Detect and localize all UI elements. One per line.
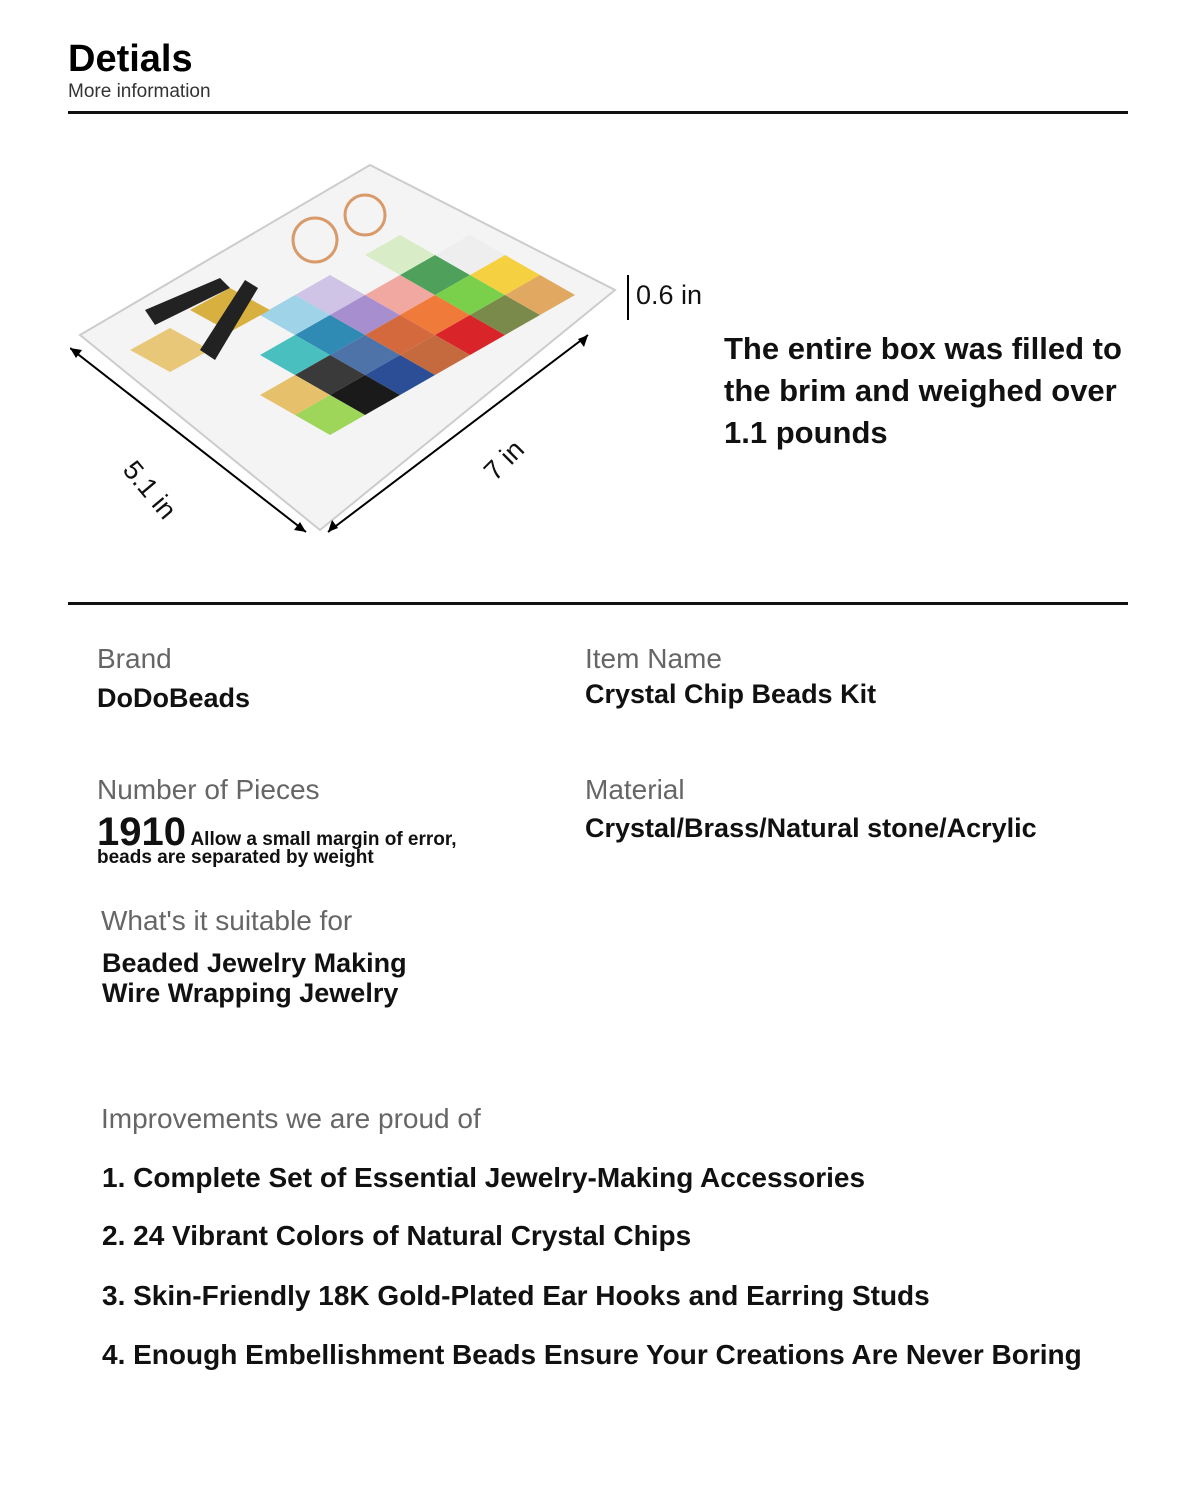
brand-label: Brand <box>97 643 172 674</box>
suitable-item: Wire Wrapping Jewelry <box>102 978 399 1008</box>
item-name-label: Item Name <box>585 643 722 674</box>
callout-line: the brim and weighed over <box>724 373 1117 408</box>
material-label: Material <box>585 774 685 805</box>
weight-callout <box>724 328 1184 454</box>
material-value: Crystal/Brass/Natural stone/Acrylic <box>585 813 1037 843</box>
brand-value: DoDoBeads <box>97 683 251 713</box>
dimension-width: 5.1 in <box>117 455 183 525</box>
dimension-height: 0.6 in <box>636 280 703 310</box>
pieces-count: 1910 <box>97 810 186 854</box>
pieces-note-line1: Allow a small margin of error, <box>190 829 457 850</box>
pieces-label: Number of Pieces <box>97 774 320 805</box>
suitable-item: Beaded Jewelry Making <box>102 948 407 978</box>
improvement-item: 2. 24 Vibrant Colors of Natural Crystal Chips <box>102 1220 692 1251</box>
item-name-value: Crystal Chip Beads Kit <box>585 679 877 709</box>
improvements-label: Improvements we are proud of <box>101 1103 481 1134</box>
divider-middle <box>68 602 1128 605</box>
callout-line: The entire box was filled to <box>724 331 1122 366</box>
suitable-label: What's it suitable for <box>101 905 353 936</box>
pieces-note-line2: beads are separated by weight <box>97 847 374 868</box>
dimension-length: 7 in <box>478 434 531 487</box>
improvement-item: 4. Enough Embellishment Beads Ensure Your Creations Are Never Boring <box>102 1339 1082 1370</box>
callout-line: 1.1 pounds <box>724 415 888 450</box>
page-title: Detials <box>68 38 193 80</box>
pieces-value <box>97 812 457 852</box>
page-subtitle: More information <box>68 81 211 102</box>
improvement-item: 3. Skin-Friendly 18K Gold-Plated Ear Hooks and Earring Studs <box>102 1280 930 1311</box>
improvement-item: 1. Complete Set of Essential Jewelry-Making Accessories <box>102 1162 866 1193</box>
divider-top <box>68 111 1128 114</box>
